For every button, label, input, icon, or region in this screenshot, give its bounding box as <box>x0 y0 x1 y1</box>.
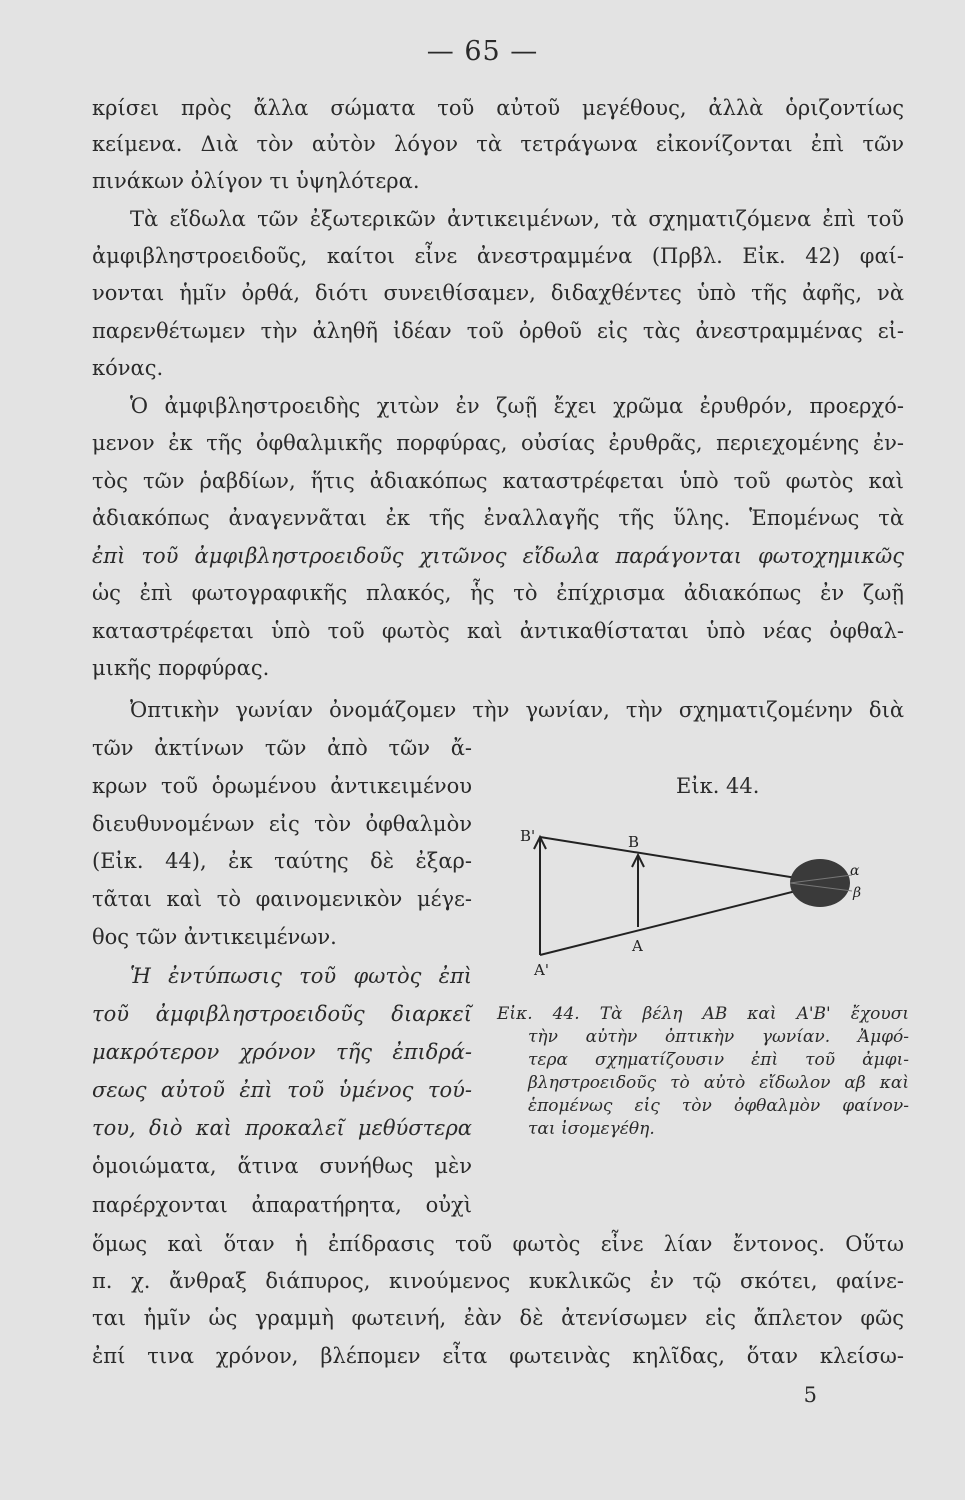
ray-upper <box>540 837 828 883</box>
text-line: ἀδιακόπως ἀναγεννᾶται ἐκ τῆς ἐναλλαγῆς τῆς ὕλης. Ἑπομένως τὰ <box>92 506 904 530</box>
figure-caption-line: τερα σχηματίζουσιν ἐπὶ τοῦ ἀμφι- <box>528 1050 909 1070</box>
text-line: κόνας. <box>92 356 164 380</box>
text-line: μικῆς πορφύρας. <box>92 656 270 680</box>
text-line: μενον ἐκ τῆς ὀφθαλμικῆς πορφύρας, οὐσίας ἐρυθρᾶς, περιεχομένης ἐν- <box>92 431 904 455</box>
figure-caption-line: τὴν αὐτὴν ὀπτικὴν γωνίαν. Ἀμφό- <box>528 1027 909 1047</box>
label-b: B <box>628 833 640 851</box>
text-line: ὡς ἐπὶ φωτογραφικῆς πλακός, ἧς τὸ ἐπίχρισμα ἀδιακόπως ἐν ζωῇ <box>92 581 904 605</box>
signature-mark: 5 <box>803 1383 817 1407</box>
figure-caption-line: βληστροειδοῦς τὸ αὐτὸ εἴδωλον αβ καὶ <box>528 1073 909 1093</box>
text-line: (Εἰκ. 44), ἐκ ταύτης δὲ ἐξαρ- <box>92 849 472 873</box>
label-beta: β <box>853 885 862 901</box>
text-line: ἀμφιβληστροειδοῦς, καίτοι εἶνε ἀνεστραμμένα (Πρβλ. Εἰκ. 42) φαί- <box>92 244 904 268</box>
text-line: Ὀπτικὴν γωνίαν ὀνομάζομεν τὴν γωνίαν, τὴν σχηματιζομένην διὰ <box>130 698 904 722</box>
text-line: τῶν ἀκτίνων τῶν ἀπὸ τῶν ἄ- <box>92 736 472 760</box>
text-line: π. χ. ἄνθραξ διάπυρος, κινούμενος κυκλικῶς ἐν τῷ σκότει, φαίνε- <box>92 1269 904 1293</box>
text-line: νονται ἡμῖν ὀρθά, διότι συνειθίσαμεν, διδαχθέντες ὑπὸ τῆς ἀφῆς, νὰ <box>92 281 904 305</box>
figure-caption-line: ται ἰσομεγέθη. <box>528 1119 655 1139</box>
text-line: μακρότερον χρόνον τῆς ἐπιδρά- <box>92 1040 472 1064</box>
text-line: θος τῶν ἀντικειμένων. <box>92 925 337 949</box>
text-line: Ὁ ἀμφιβληστροειδὴς χιτὼν ἐν ζωῇ ἔχει χρῶμα ἐρυθρόν, προερχό- <box>130 394 904 418</box>
text-line: ἐπὶ τοῦ ἀμφιβληστροειδοῦς χιτῶνος εἴδωλα παράγονται φωτοχημικῶς <box>92 544 904 568</box>
text-line: καταστρέφεται ὑπὸ τοῦ φωτὸς καὶ ἀντικαθίσταται ὑπὸ νέας ὀφθαλ- <box>92 619 904 643</box>
text-line: κρων τοῦ ὁρωμένου ἀντικειμένου <box>92 774 472 798</box>
eye-icon <box>790 859 850 907</box>
text-line: του, διὸ καὶ προκαλεῖ μεθύστερα <box>92 1116 472 1140</box>
figure-title: Εἰκ. 44. <box>676 774 760 798</box>
figure-caption-line: ἑπομένως εἰς τὸν ὀφθαλμὸν φαίνον- <box>528 1096 909 1116</box>
text-line: κρίσει πρὸς ἄλλα σώματα τοῦ αὐτοῦ μεγέθους, ἀλλὰ ὁριζοντίως <box>92 96 904 120</box>
text-line: Ἡ ἐντύπωσις τοῦ φωτὸς ἐπὶ <box>130 964 472 988</box>
text-line: παρέρχονται ἀπαρατήρητα, οὐχὶ <box>92 1193 472 1217</box>
text-line: παρενθέτωμεν τὴν ἀληθῆ ἰδέαν τοῦ ὀρθοῦ εἰς τὰς ἀνεστραμμένας εἰ- <box>92 319 904 343</box>
text-line: ἐπί τινα χρόνον, βλέπομεν εἶτα φωτεινὰς κηλῖδας, ὅταν κλείσω- <box>92 1344 904 1368</box>
text-line: Τὰ εἴδωλα τῶν ἐξωτερικῶν ἀντικειμένων, τὰ σχηματιζόμενα ἐπὶ τοῦ <box>130 207 904 231</box>
text-line: κείμενα. Διὰ τὸν αὐτὸν λόγον τὰ τετράγωνα εἰκονίζονται ἐπὶ τῶν <box>92 132 904 156</box>
label-b-prime: B' <box>520 827 536 845</box>
text-line: τὸς τῶν ῥαβδίων, ἥτις ἀδιακόπως καταστρέφεται ὑπὸ τοῦ φωτὸς καὶ <box>92 469 904 493</box>
text-line: τᾶται καὶ τὸ φαινομενικὸν μέγε- <box>92 887 472 911</box>
text-line: ται ἡμῖν ὡς γραμμὴ φωτεινή, ἐὰν δὲ ἀτενίσωμεν εἰς ἄπλετον φῶς <box>92 1306 904 1330</box>
text-line: ὁμοιώματα, ἅτινα συνήθως μὲν <box>92 1154 472 1178</box>
ray-lower <box>540 883 828 955</box>
text-line: διευθυνομένων εἰς τὸν ὀφθαλμὸν <box>92 812 472 836</box>
label-a-prime: A' <box>534 961 549 979</box>
text-line: ὅμως καὶ ὅταν ἡ ἐπίδρασις τοῦ φωτὸς εἶνε λίαν ἔντονος. Οὕτω <box>92 1232 904 1256</box>
text-line: πινάκων ὀλίγον τι ὑψηλότερα. <box>92 169 420 193</box>
label-a: A <box>632 937 643 955</box>
label-alpha: α <box>850 863 860 879</box>
page-number: — 65 — <box>426 36 539 67</box>
figure-caption-line: Εἰκ. 44. Τὰ βέλη AB καὶ A'B' ἔχουσι <box>497 1004 909 1024</box>
text-line: τοῦ ἀμφιβληστροειδοῦς διαρκεῖ <box>92 1002 472 1026</box>
text-line: σεως αὐτοῦ ἐπὶ τοῦ ὑμένος τού- <box>92 1078 472 1102</box>
optical-angle-diagram <box>520 815 880 980</box>
